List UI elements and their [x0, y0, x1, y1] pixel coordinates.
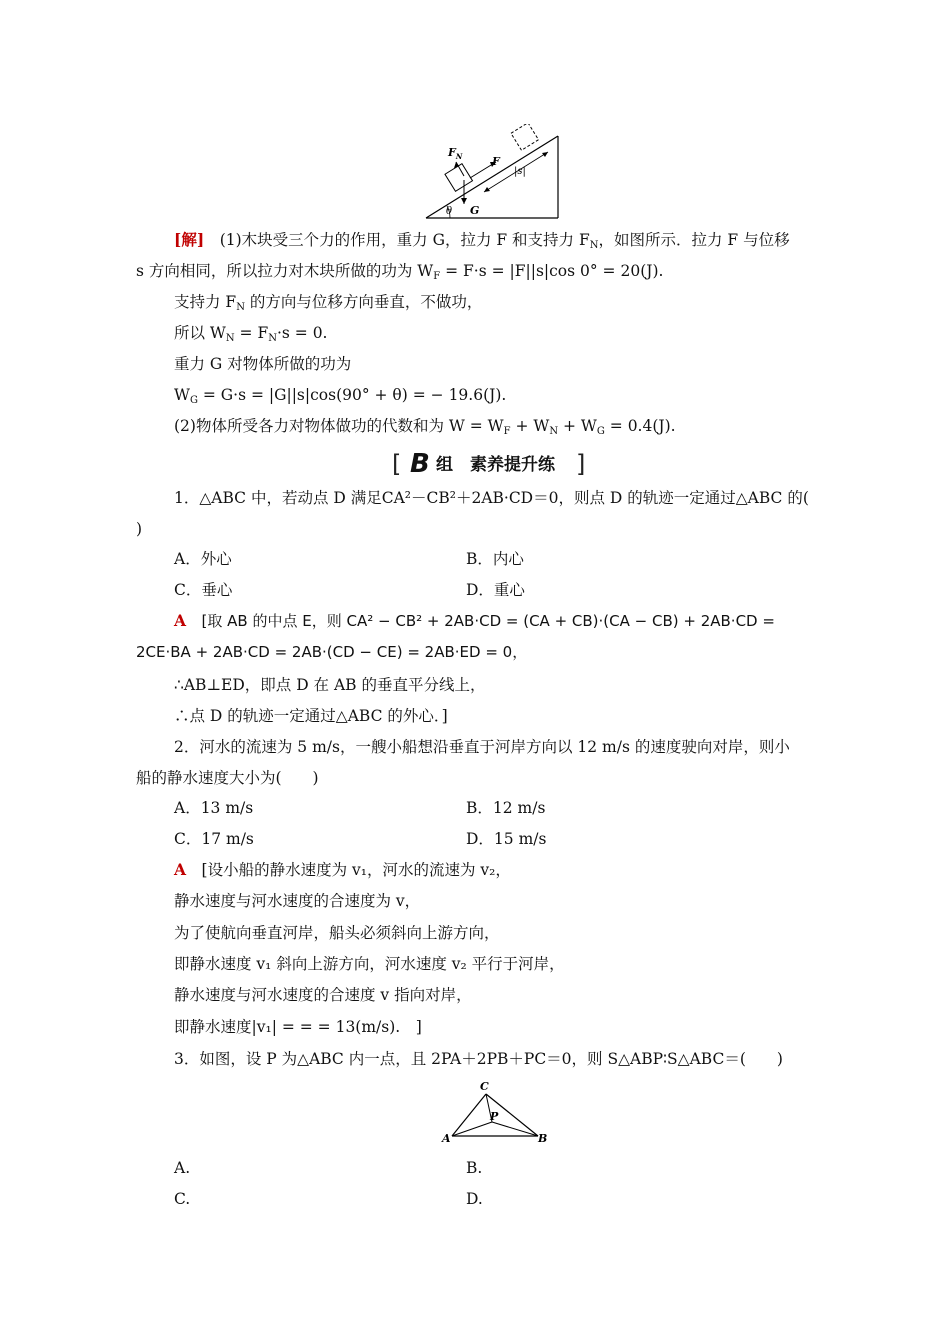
solution-line-3: 支持力 $F_N$ 的方向与位移方向垂直，不做功， — [174, 293, 483, 313]
q1-option-c: C．垂心 — [174, 581, 233, 599]
q1-option-b: B．内心 — [466, 550, 524, 568]
section-banner: [ B 组 素养提升练 ] — [392, 449, 586, 479]
solution-line-2: s 方向相同，所以拉力对木块所做的功为 $W_F = F\cdot s = |F||s|\cos$ 0° = 20(J). — [136, 262, 664, 282]
label-c: C — [480, 1080, 489, 1093]
q1-stem: 1．△ABC 中，若动点 D 满足CA²－CB²＋2AB·CD＝0，则点 D 的轨迹一定通过△ABC 的( — [174, 489, 809, 507]
q2-option-b: B．12 m/s — [466, 799, 546, 817]
solution-line-5: 重力 G 对物体所做的功为 — [174, 355, 352, 373]
q2-solution-6: 即静水速度|v₁| = = = 13(m/s). ] — [174, 1018, 422, 1036]
q2-solution-2: 静水速度与河水速度的合速度为 v， — [174, 892, 421, 910]
q1-solution-1: A [取 AB 的中点 E，则 CA² − CB² + 2AB·CD = (CA + CB)·(CA − CB) + 2AB·CD = — [174, 611, 775, 630]
label-b: B — [538, 1132, 548, 1145]
q2-stem-cont: 船的静水速度大小为( ) — [136, 769, 319, 787]
g-label: G — [470, 204, 480, 217]
incline-force-diagram — [420, 124, 565, 224]
q3-option-c: C. — [174, 1190, 191, 1208]
q2-option-a: A．13 m/s — [174, 799, 254, 817]
q2-solution-4: 即静水速度 v₁ 斜向上游方向，河水速度 v₂ 平行于河岸， — [174, 955, 565, 973]
q2-solution-3: 为了使航向垂直河岸，船头必须斜向上游方向， — [174, 924, 500, 942]
s-label: |s| — [514, 166, 526, 177]
solution-line-6: $W_G = G\cdot s = |G||s|\cos(90^\circ + \theta)$ = − 19.6(J). — [174, 386, 507, 406]
q2-solution-1: A [设小船的静水速度为 v₁，河水的流速为 v₂， — [174, 860, 511, 879]
triangle-abc-diagram — [440, 1078, 552, 1148]
q1-solution-2: 2CE·BA + 2AB·CD = 2AB·(CD − CE) = 2AB·ED = 0， — [136, 643, 528, 661]
q1-option-a: A．外心 — [174, 550, 232, 568]
q1-solution-3: ∴AB⊥ED，即点 D 在 AB 的垂直平分线上， — [174, 676, 486, 694]
q3-option-b: B. — [466, 1159, 483, 1177]
q1-stem-cont: ) — [136, 520, 143, 538]
fn-label: $F_N$ — [448, 146, 463, 161]
solution-line-4: 所以 $W_N = F_N\cdot s = 0$. — [174, 324, 328, 344]
label-p: P — [490, 1110, 499, 1123]
q1-solution-4: ∴点 D 的轨迹一定通过△ABC 的外心．] — [174, 707, 448, 725]
f-label: F — [492, 155, 500, 168]
q2-stem: 2．河水的流速为 5 m/s，一艘小船想沿垂直于河岸方向以 12 m/s 的速度驶向对岸，则小 — [174, 738, 790, 756]
q1-option-d: D．重心 — [466, 581, 525, 599]
solution-line-1: [解] (1)木块受三个力的作用，重力 G，拉力 F 和支持力 $F_N$，如图所示．拉力 F 与位移 — [174, 230, 790, 251]
solution-line-7: (2)物体所受各力对物体做功的代数和为 $W = W_F + W_N + W_G = 0.4(J)$. — [174, 417, 676, 437]
q2-solution-5: 静水速度与河水速度的合速度 v 指向对岸， — [174, 986, 472, 1004]
q2-option-d: D．15 m/s — [466, 830, 547, 848]
q2-option-c: C．17 m/s — [174, 830, 254, 848]
q3-option-d: D. — [466, 1190, 483, 1208]
theta-label: θ — [446, 206, 453, 217]
q3-option-a: A. — [174, 1159, 191, 1177]
q3-stem: 3．如图，设 P 为△ABC 内一点，且 2PA＋2PB＋PC＝0，则 S△ABP∶S△ABC＝( ) — [174, 1050, 783, 1068]
label-a: A — [442, 1132, 451, 1145]
